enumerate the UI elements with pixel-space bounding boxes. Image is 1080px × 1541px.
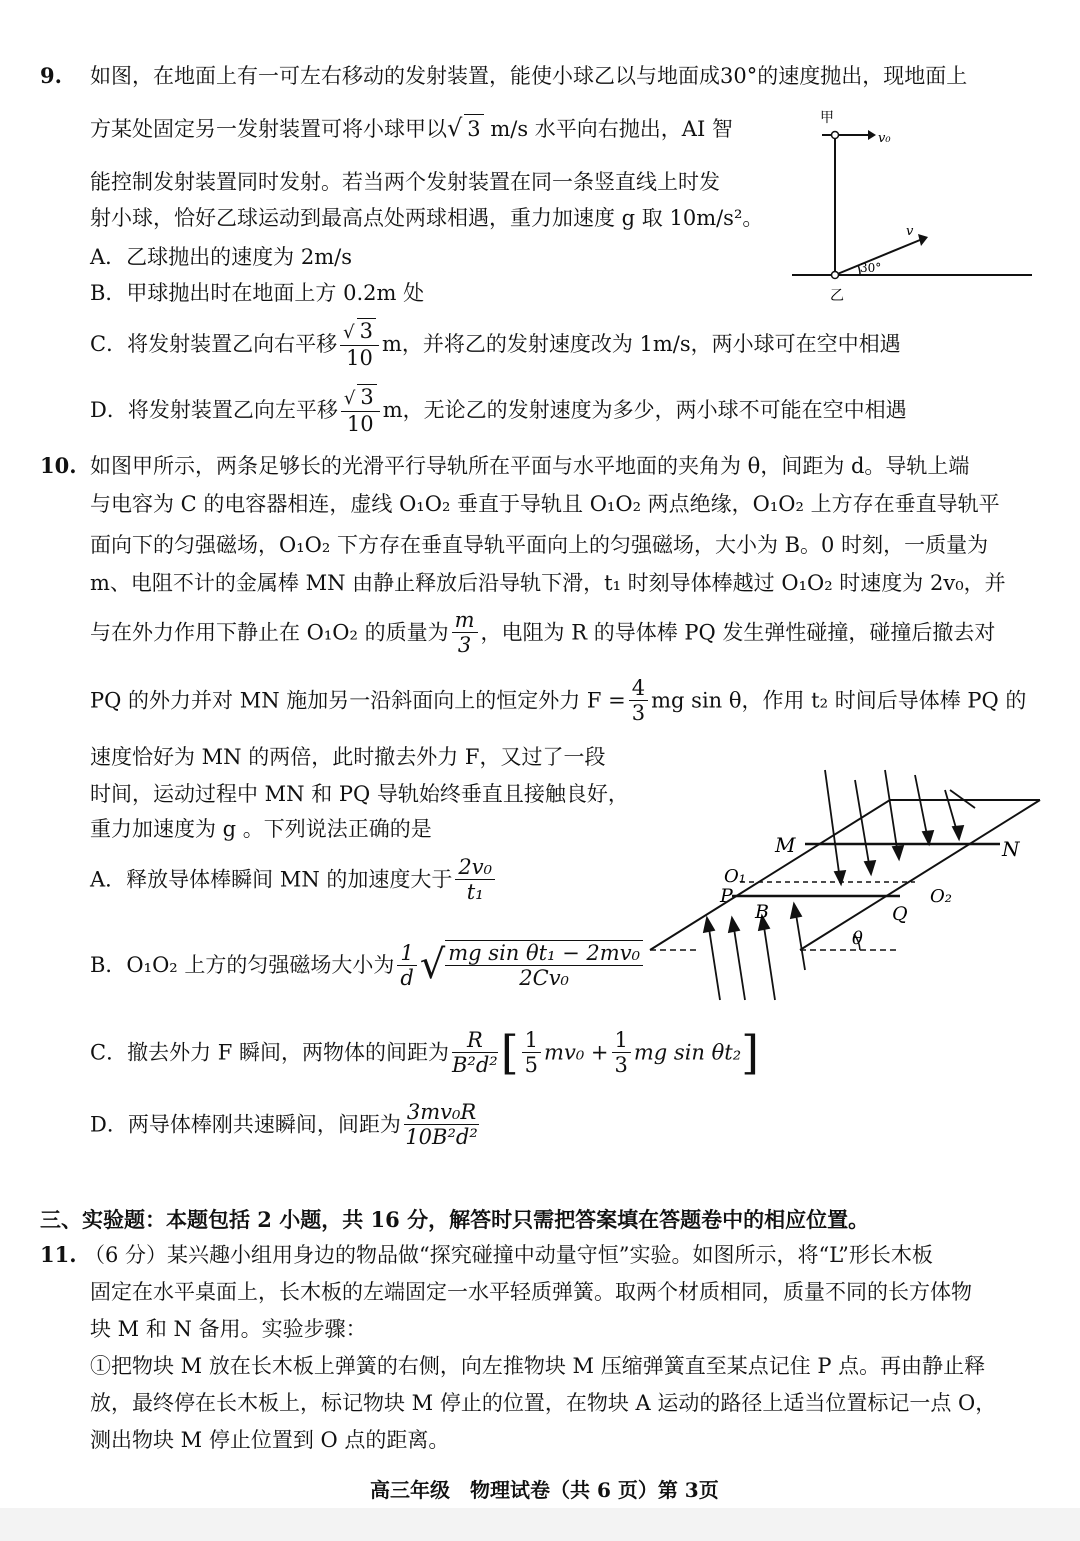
q9-line2a: 方某处固定另一发射装置可将小球甲以: [90, 117, 447, 141]
label-angle: 30°: [860, 261, 882, 275]
v-arrowhead: [918, 234, 928, 246]
q9-optc-post: m，并将乙的发射速度改为 1m/s，两小球可在空中相遇: [381, 332, 901, 356]
q11-line3: 块 M 和 N 备用。实验步骤：: [90, 1317, 367, 1341]
v0-arrowhead: [868, 130, 876, 140]
q10-optb-den2: 2Cv₀: [519, 966, 569, 990]
q10-optc-frac2: [612, 1028, 631, 1077]
q9-optd-num: 3: [357, 384, 376, 409]
q10-line3: 面向下的匀强磁场，O₁O₂ 下方存在垂直导轨平面向上的匀强磁场，大小为 B。0 时刻，一质量为: [90, 533, 989, 557]
left-bracket: [: [500, 1025, 519, 1080]
q10-line7: 速度恰好为 MN 的两倍，此时撤去外力 F，又过了一段: [90, 745, 606, 769]
ball-yi: [832, 272, 839, 279]
q10-opta-den: t₁: [466, 880, 484, 904]
sqrt-symbol-large: √: [419, 942, 446, 988]
q9-optc-fraction: $\frac{√ 3}{10}$: [340, 318, 379, 370]
label-b: B: [755, 901, 769, 923]
q10-opta-num: 2v₀: [455, 855, 495, 880]
q10-line5-den: 3: [457, 633, 472, 657]
q10-number: 10.: [40, 453, 77, 478]
q9-optc-num: 3: [357, 318, 376, 343]
q10-option-c: [90, 1025, 760, 1088]
q10-optd-den: 10B²d²: [405, 1125, 478, 1149]
q10-optb-fraction1: [397, 941, 416, 990]
page-footer: 高三年级 物理试卷（共 6 页）第 3页: [370, 1478, 719, 1502]
q9-line3: 能控制发射装置同时发射。若当两个发射装置在同一条竖直线上时发: [90, 170, 720, 194]
label-m: M: [775, 833, 796, 857]
q10-line6-num: 4: [629, 676, 648, 701]
q9-line1: 如图，在地面上有一可左右移动的发射装置，能使小球乙以与地面成30°的速度抛出，现地面上: [90, 64, 968, 88]
q10-optb-num1: 1: [397, 941, 416, 966]
q9-option-c: [90, 318, 901, 374]
q9-optc-pre: C．将发射装置乙向右平移: [90, 332, 338, 356]
q10-line2: 与电容为 C 的电容器相连，虚线 O₁O₂ 垂直于导轨且 O₁O₂ 两点绝缘，O₁O₂ 上方存在垂直导轨平: [90, 492, 1000, 516]
label-jia: 甲: [820, 110, 834, 126]
q11-line5: 放，最终停在长木板上，标记物块 M 停止的位置，在物块 A 运动的路径上适当位置标记一点 O，: [90, 1391, 997, 1415]
q9-line2: [90, 114, 733, 143]
q10-line5: [90, 608, 995, 664]
q10-optc-f1d: 5: [524, 1053, 539, 1077]
label-yi: 乙: [830, 288, 844, 304]
q10-figure: [640, 760, 1060, 1010]
q10-optd-num: 3mv₀R: [404, 1100, 479, 1125]
q11-line4: ①把物块 M 放在长木板上弹簧的右侧，向左推物块 M 压缩弹簧直至某点记住 P 点。再由静止释: [90, 1354, 986, 1378]
q10-line9: 重力加速度为 g 。下列说法正确的是: [90, 817, 432, 841]
q10-option-b: [90, 940, 646, 1000]
q10-optc-f2d: 3: [614, 1053, 628, 1077]
bottom-margin: [0, 1508, 1080, 1541]
q9-line2c: m/s 水平向右抛出，AI 智: [483, 117, 733, 141]
q10-optc-num: R: [452, 1028, 498, 1053]
q10-option-d: [90, 1100, 482, 1160]
q10-optc-frac1: [522, 1028, 541, 1077]
q11-number: 11.: [40, 1242, 77, 1267]
q10-opta-pre: A．释放导体棒瞬间 MN 的加速度大于: [90, 867, 453, 892]
q9-option-d: [90, 384, 907, 440]
sqrt-symbol: √: [447, 114, 463, 142]
q11-line2: 固定在水平桌面上，长木板的左端固定一水平轻质弹簧。取两个材质相同，质量不同的长方体物: [90, 1280, 972, 1304]
q9-line4: 射小球，恰好乙球运动到最高点处两球相遇，重力加速度 g 取 10m/s²。: [90, 206, 764, 230]
q10-line5a: 与在外力作用下静止在 O₁O₂ 的质量为: [90, 620, 449, 645]
q10-optb-num2: mg sin θt₁ − 2mv₀: [445, 941, 643, 966]
q9-optc-den: 10: [346, 346, 373, 370]
q10-optc-pre: C．撤去外力 F 瞬间，两物体的间距为: [90, 1040, 449, 1065]
label-v: v: [906, 224, 914, 239]
label-o2: O₂: [930, 886, 952, 907]
label-o1: O₁: [724, 866, 746, 887]
q10-line1: 如图甲所示，两条足够长的光滑平行导轨所在平面与水平地面的夹角为 θ，间距为 d。导轨上端: [90, 454, 970, 478]
q10-optc-den: B²d²: [452, 1053, 498, 1077]
q10-line5b: ，电阻为 R 的导体棒 PQ 发生弹性碰撞，碰撞后撤去对: [480, 620, 996, 645]
label-theta: θ: [852, 928, 863, 949]
q10-optb-fraction2: [445, 940, 643, 990]
q10-option-a: [90, 855, 498, 911]
label-q: Q: [892, 903, 908, 925]
q9-optd-fraction: $\frac{√ 3}{10}$: [341, 384, 380, 436]
label-n: N: [1002, 837, 1020, 861]
q9-sqrt-3: 3: [464, 114, 483, 143]
q10-line5-fraction: [452, 608, 478, 657]
q9-option-a: A．乙球抛出的速度为 2m/s: [90, 245, 352, 269]
q9-option-b: B．甲球抛出时在地面上方 0.2m 处: [90, 281, 425, 305]
q10-optc-end: mg sin θt₂: [633, 1040, 742, 1065]
q11-line1: （6 分）某兴趣小组用身边的物品做“探究碰撞中动量守恒”实验。如图所示，将“L”形长木板: [84, 1243, 933, 1267]
q10-line6: [90, 676, 1026, 732]
q10-line8: 时间，运动过程中 MN 和 PQ 导轨始终垂直且接触良好，: [90, 782, 629, 806]
q10-line4: m、电阻不计的金属棒 MN 由静止释放后沿导轨下滑，t₁ 时刻导体棒越过 O₁O₂ 时速度为 2v₀，并: [90, 571, 1006, 595]
q10-optb-den1: d: [400, 965, 414, 990]
q10-optd-fraction: [404, 1100, 479, 1149]
section-3-heading: 三、实验题：本题包括 2 小题，共 16 分，解答时只需把答案填在答题卷中的相应位置。: [40, 1207, 870, 1232]
q10-optc-fraction: [452, 1028, 498, 1077]
q9-number: 9.: [40, 63, 62, 88]
label-v0: v₀: [878, 131, 891, 146]
q10-optb-pre: B．O₁O₂ 上方的匀强磁场大小为: [90, 953, 395, 977]
right-bracket: ]: [741, 1025, 760, 1080]
q10-line6-den: 3: [631, 701, 646, 725]
q10-opta-fraction: [455, 855, 495, 904]
q10-line6b: mg sin θ，作用 t₂ 时间后导体棒 PQ 的: [651, 688, 1027, 713]
q10-optc-f1n: 1: [522, 1028, 541, 1053]
q11-line6: 测出物块 M 停止位置到 O 点的距离。: [90, 1428, 450, 1452]
ball-jia: [832, 132, 839, 139]
q10-line5-num: m: [452, 608, 478, 633]
q10-optc-mid: mv₀ +: [544, 1040, 609, 1065]
q10-line6-fraction: [629, 676, 648, 725]
q9-optd-den: 10: [346, 412, 374, 436]
q10-optc-f2n: 1: [612, 1028, 631, 1053]
q9-figure: [780, 100, 1050, 310]
q10-optd-pre: D．两导体棒刚共速瞬间，间距为: [90, 1112, 401, 1137]
q9-optd-pre: D．将发射装置乙向左平移: [90, 398, 338, 422]
q10-line6a: PQ 的外力并对 MN 施加另一沿斜面向上的恒定外力 F =: [90, 688, 626, 713]
q9-optd-post: m，无论乙的发射速度为多少，两小球不可能在空中相遇: [382, 398, 907, 422]
label-p: P: [720, 885, 733, 907]
